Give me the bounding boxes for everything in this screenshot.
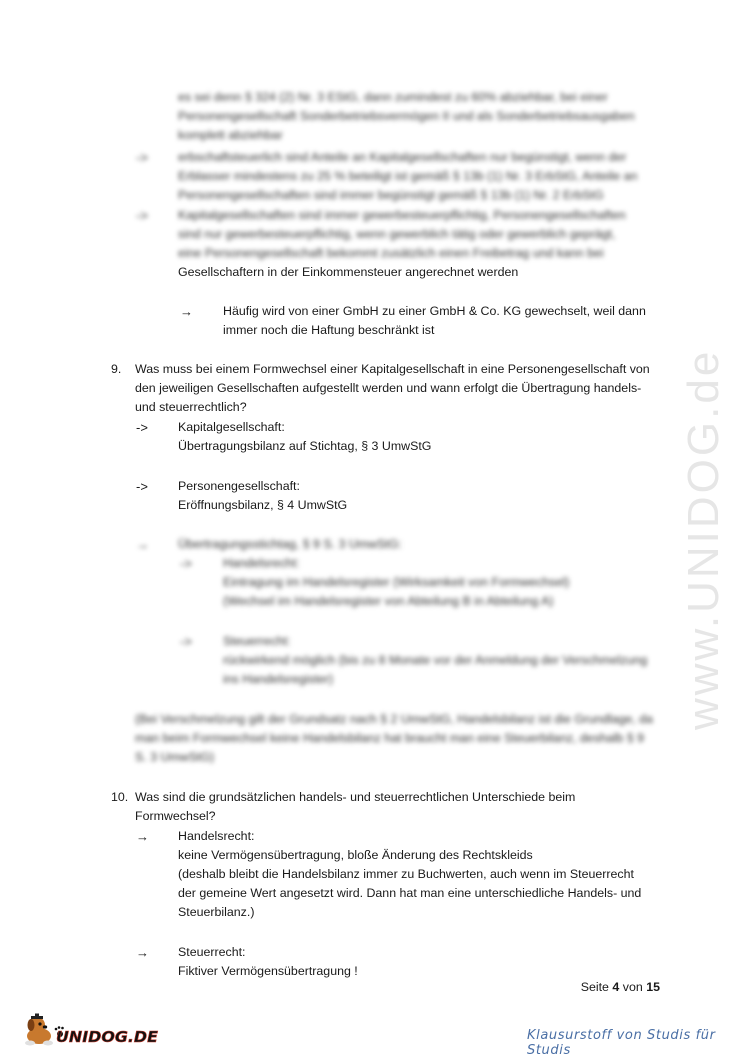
list-marker: -> [136, 420, 148, 435]
logo-text: UNIDOG.DE [56, 1028, 159, 1046]
blurred-marker: -> [136, 208, 148, 223]
blurred-marker: → [136, 537, 149, 552]
tagline: Klausurstoff von Studis für Studis [527, 1028, 716, 1058]
blurred-text-line: (Bei Verschmelzung gilt der Grundsatz nach § 2 UmwStG, Handelsbilanz ist die Grundlage, da [135, 712, 653, 726]
blurred-text-line: Steuerrecht: [223, 634, 291, 648]
blurred-marker: -> [136, 150, 148, 165]
blurred-text-line: (Wechsel im Handelsregister von Abteilung B in Abteilung A) [223, 594, 554, 608]
dog-mascot-icon [25, 1014, 53, 1046]
blurred-text-line: S. 3 UmwStG) [135, 750, 215, 764]
blurred-text-line: rückwirkend möglich (bis zu 8 Monate vor der Anmeldung der Verschmelzung [223, 653, 648, 667]
blurred-text-line: es sei denn § 324 (2) Nr. 3 EStG, dann zumindest zu 60% abziehbar, bei einer [178, 90, 608, 104]
watermark [640, 270, 750, 740]
item-detail: Fiktiver Vermögensübertragung ! [178, 964, 358, 978]
question-line: und steuerrechtlich? [135, 400, 247, 414]
unidog-logo [22, 1012, 162, 1048]
text-line: Gesellschaftern in der Einkommensteuer angerechnet werden [178, 265, 519, 279]
arrow-right-icon: → [136, 945, 149, 960]
arrow-right-icon: → [180, 304, 193, 319]
item-detail: Steuerbilanz.) [178, 905, 255, 919]
blurred-marker: -> [180, 556, 192, 571]
item-title: Handelsrecht: [178, 829, 255, 843]
page-total: 15 [646, 980, 660, 994]
blurred-text-line: erbschaftsteuerlich sind Anteile an Kapitalgesellschaften nur begünstigt, wenn der [178, 150, 627, 164]
blurred-text-line: man beim Formwechsel keine Handelsbilanz hat braucht man eine Steuerbilanz, deshalb § 9 [135, 731, 644, 745]
item-title: Personengesellschaft: [178, 479, 300, 493]
blurred-text-line: eine Personengesellschaft bekommt zusätzlich einen Freibetrag und kann bei [178, 246, 604, 260]
blurred-text-line: ins Handelsregister) [223, 672, 334, 686]
question-line: Was muss bei einem Formwechsel einer Kapitalgesellschaft in eine Personengesellschaft von [135, 362, 650, 376]
note-line: Häufig wird von einer GmbH zu einer GmbH & Co. KG gewechselt, weil dann [223, 304, 646, 318]
item-detail: der gemeine Wert angesetzt wird. Dann hat man eine unterschiedliche Handels- und [178, 886, 642, 900]
item-detail: (deshalb bleibt die Handelsbilanz immer zu Buchwerten, auch wenn im Steuerrecht [178, 867, 634, 881]
blurred-text-line: Übertragungsstichtag, § 9 S. 3 UmwStG: [178, 537, 402, 551]
item-detail: Übertragungsbilanz auf Stichtag, § 3 UmwStG [178, 439, 432, 453]
question-line: Formwechsel? [135, 809, 216, 823]
item-detail: Eröffnungsbilanz, § 4 UmwStG [178, 498, 348, 512]
item-title: Kapitalgesellschaft: [178, 420, 285, 434]
page-sep: von [622, 980, 643, 994]
question-number: 9. [111, 362, 122, 376]
question-line: Was sind die grundsätzlichen handels- und steuerrechtlichen Unterschiede beim [135, 790, 576, 804]
blurred-text-line: Eintragung im Handelsregister (Wirksamkeit von Formwechsel) [223, 575, 570, 589]
blurred-text-line: Kapitalgesellschaften sind immer gewerbesteuerpflichtig, Personengesellschaften [178, 208, 626, 222]
question-line: den jeweiligen Gesellschaften aufgestellt werden und wann erfolgt die Übertragung handels- [135, 381, 642, 395]
blurred-text-line: Personengesellschaften sind immer begünstigt gemäß § 13b (1) Nr. 2 ErbStG [178, 188, 604, 202]
item-detail: keine Vermögensübertragung, bloße Änderung des Rechtskleids [178, 848, 533, 862]
blurred-text-line: Erblasser mindestens zu 25 % beteiligt ist gemäß § 13b (1) Nr. 3 ErbStG, Anteile an [178, 169, 638, 183]
question-number: 10. [111, 790, 129, 804]
list-marker: -> [136, 479, 148, 494]
blurred-marker: -> [180, 634, 192, 649]
watermark-text: www.UNIDOG.de [679, 348, 728, 730]
page-number [581, 980, 660, 994]
blurred-text-line: sind nur gewerbesteuerpflichtig, wenn gewerblich tätig oder gewerblich geprägt, [178, 227, 616, 241]
blurred-text-line: Personengesellschaft Sonderbetriebsvermögen II und als Sonderbetriebsausgaben [178, 109, 635, 123]
blurred-text-line: komplett abziehbar [178, 128, 283, 142]
note-line: immer noch die Haftung beschränkt ist [223, 323, 435, 337]
blurred-text-line: Handelsrecht: [223, 556, 300, 570]
page-current: 4 [612, 980, 620, 994]
item-title: Steuerrecht: [178, 945, 246, 959]
arrow-right-icon: → [136, 829, 149, 844]
page-label: Seite [580, 980, 609, 994]
